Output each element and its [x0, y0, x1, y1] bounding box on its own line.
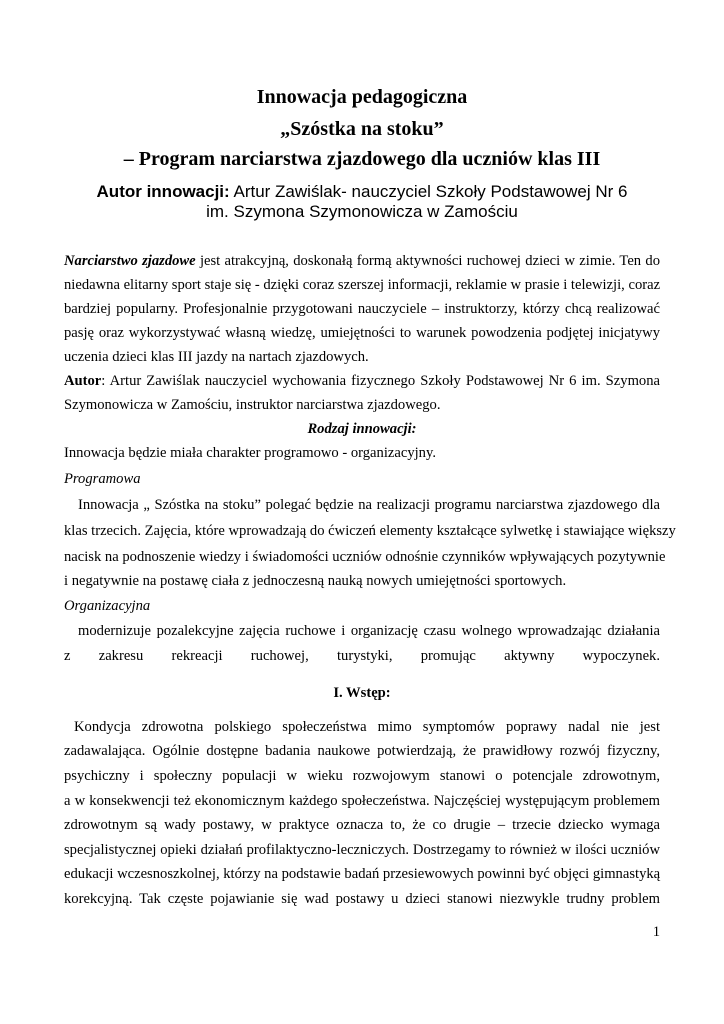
doc-subtitle: „Szóstka na stoku”: [280, 118, 444, 140]
intro-line: Narciarstwo zjazdowe jest atrakcyjną, doskonałą formą aktywności ruchowej dzieci w zimie. Ten do: [64, 253, 661, 269]
organizacyjna-line: modernizuje pozalekcyjne zajęcia ruchowe i organizację czasu wolnego wprowadzając działania: [78, 623, 660, 639]
section-line: a w konsekwencji też ekonomicznym każdego społeczeństwa. Najczęściej występującym problemem: [64, 793, 660, 809]
programowa-line: klas trzecich. Zajęcia, które wprowadzają do ćwiczeń elementy kształcące sylwetkę i stawiające większy: [64, 523, 676, 539]
programowa-heading: Programowa: [64, 471, 141, 487]
kind-text: Innowacja będzie miała charakter programowo - organizacyjny.: [64, 445, 436, 461]
author-school: im. Szymona Szymonowicza w Zamościu: [206, 202, 518, 221]
intro-line: bardziej popularny. Profesjonalnie przygotowani nauczyciele – instruktorzy, którzy chcą realizować: [64, 301, 660, 317]
section-line: zadawalająca. Ogólnie dostępne badania naukowe potwierdzają, że prawidłowy rozwój fizyczny,: [64, 743, 660, 759]
organizacyjna-heading: Organizacyjna: [64, 598, 151, 614]
author-para-line: Szymonowicza w Zamościu, instruktor narciarstwa zjazdowego.: [64, 397, 441, 413]
intro-line: uczenia dzieci klas III jazdy na nartach zjazdowych.: [64, 349, 369, 365]
doc-program-title: – Program narciarstwa zjazdowego dla uczniów klas III: [123, 148, 601, 170]
section-line: zdrowotnym są wady postawy, w praktyce oznacza to, że co drugie – trzecie dziecko wymaga: [64, 817, 660, 833]
intro-line: niedawna elitarny sport staje się - dzięki coraz szerszej informacji, reklamie w prasie i telewizji, coraz: [64, 277, 661, 293]
section-line: edukacji wczesnoszkolnej, którzy na podstawie badań przesiewowych powinni być objęci gimnastyką: [64, 866, 661, 882]
section-heading: I. Wstęp:: [333, 685, 391, 701]
author-label: Autor innowacji:: [96, 182, 230, 201]
organizacyjna-line: z zakresu rekreacji ruchowej, turystyki, promując aktywny wypoczynek.: [64, 648, 660, 664]
programowa-line: nacisk na podnoszenie wiedzy i świadomości uczniów odnośnie czynników wpływających pozytywnie: [64, 549, 666, 565]
section-line: psychiczny i społeczny populacji w wieku rozwojowym stanowi o potencjale zdrowotnym,: [64, 768, 660, 784]
kind-heading: Rodzaj innowacji:: [307, 421, 417, 437]
doc-title: Innowacja pedagogiczna: [256, 86, 468, 108]
section-line: specjalistycznej opieki działań profilaktyczno-leczniczych. Dostrzegamy to również w ilości uczniów: [64, 842, 660, 858]
author-para-line: Autor: Artur Zawiślak nauczyciel wychowania fizycznego Szkoły Podstawowej Nr 6 im. Szymona: [64, 373, 660, 389]
section-line: Kondycja zdrowotna polskiego społeczeństwa mimo symptomów poprawy nadal nie jest: [74, 719, 660, 735]
author-para-label: Autor: [64, 373, 102, 389]
author-text: Artur Zawiślak- nauczyciel Szkoły Podstawowej Nr 6: [229, 182, 628, 201]
programowa-line: i negatywnie na postawę ciała z jednoczesną nauką nowych umiejętności sportowych.: [64, 573, 567, 589]
intro-line: pasję oraz wykorzystywać własną wiedzę, umiejętności to warunek powodzenia podjętej inicjatywy: [64, 325, 660, 341]
page-number: 1: [652, 924, 660, 940]
author-line: [0, 182, 724, 202]
section-line: korekcyjną. Tak częste pojawianie się wad postawy u dzieci stanowi niezwykle trudny problem: [64, 891, 660, 907]
intro-term: Narciarstwo zjazdowe: [64, 253, 196, 269]
programowa-line: Innowacja „ Szóstka na stoku” polegać będzie na realizacji programu narciarstwa zjazdowego dla: [78, 497, 660, 513]
